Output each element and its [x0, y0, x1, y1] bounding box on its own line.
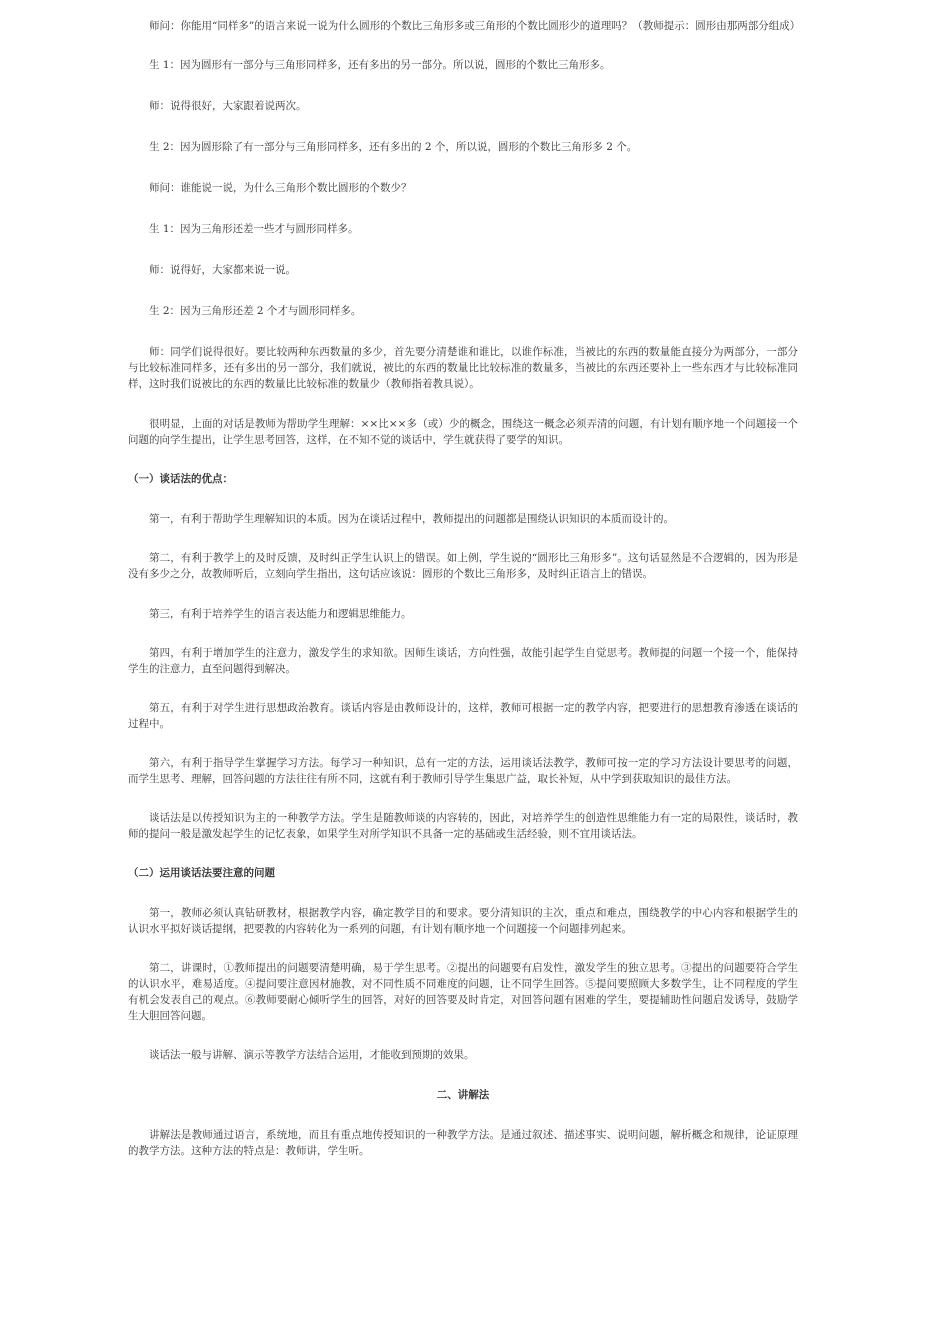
- paragraph-teacher-question-same-amount: 师问：你能用“同样多”的语言来说一说为什么圆形的个数比三角形多或三角形的个数比圆形少的道理吗？（教师提示：圆形由那两部分组成）: [149, 20, 801, 32]
- paragraph-combined-use: 谈话法一般与讲解、演示等教学方法结合运用，才能收到预期的效果。: [149, 1049, 475, 1061]
- paragraph-advantage-2: 第二，有利于教学上的及时反馈，及时纠正学生认识上的错误。如上例，学生说的“圆形比三角形多”。这句话显然是不合逻辑的，因为形是没有多少之分，故教师听后，立刻向学生指出，这句话应该说：圆形的个数比三角形多，及时纠正语言上的错误。: [128, 552, 798, 580]
- paragraph-note-2: 第二，讲课时，①教师提出的问题要清楚明确，易于学生思考。②提出的问题要有启发性，激发学生的独立思考。③提出的问题要符合学生的认识水平，难易适度。④提问要注意因材施教，对不同性质不同难度的问题，让不同学生回答。⑤提问要照顾大多数学生，让不同程度的学生有机会发表自己的观点。⑥教师要耐心倾听学生的回答，对好的回答要及时肯定，对回答问题有困难的学生，要提辅助性问题启发诱导，鼓励学生大胆回答问题。: [128, 962, 798, 1022]
- paragraph-student2-answer-two-short: 生 2：因为三角形还差 2 个才与圆形同样多。: [149, 305, 362, 317]
- paragraph-advantage-6: 第六，有利于指导学生掌握学习方法。每学习一种知识，总有一定的方法，运用谈话法教学，教师可按一定的学习方法设计要思考的问题，而学生思考、理解，回答问题的方法往往有所不同，这就有利于教师引导学生集思广益，取长补短，从中学到获取知识的最佳方法。: [128, 757, 798, 785]
- paragraph-teacher-summary: 师：同学们说得很好。要比较两种东西数量的多少，首先要分清楚谁和谁比，以谁作标准，当被比的东西的数量能直接分为两部分，一部分与比较标准同样多，还有多出的另一部分，我们就说，被比的东西的数量比比较标准的数量多，当被比的东西还要补上一些东西才与比较标准同样，这时我们说被比的东西的数量比比较标准的数量少（教师指着教具说）。: [128, 346, 798, 390]
- section-heading-lecture-method: 二、讲解法: [436, 1089, 490, 1101]
- paragraph-teacher-question-fewer: 师问：谁能说一说，为什么三角形个数比圆形的个数少？: [149, 182, 412, 194]
- paragraph-student1-answer-triangles: 生 1：因为三角形还差一些才与圆形同样多。: [149, 223, 359, 235]
- section-heading-notes: （二）运用谈话法要注意的问题: [128, 867, 275, 879]
- paragraph-lecture-method-definition: 讲解法是教师通过语言，系统地，而且有重点地传授知识的一种教学方法。是通过叙述、描述事实、说明问题，解析概念和规律，论证原理的教学方法。这种方法的特点是：教师讲，学生听。: [128, 1129, 798, 1157]
- paragraph-advantage-5: 第五，有利于对学生进行思想政治教育。谈话内容是由教师设计的，这样，教师可根据一定的教学内容，把要进行的思想教育渗透在谈话的过程中。: [128, 702, 798, 730]
- paragraph-teacher-praise-all: 师：说得好，大家都来说一说。: [149, 264, 296, 276]
- paragraph-student1-answer-circles-more: 生 1：因为圆形有一部分与三角形同样多，还有多出的另一部分。所以说，圆形的个数比三角形多。: [149, 59, 611, 71]
- paragraph-dialogue-explanation: 很明显，上面的对话是教师为帮助学生理解：××比××多（或）少的概念，围绕这一概念必须弄清的问题，有计划有顺序地一个问题接一个问题的向学生提出，让学生思考回答，这样，在不知不觉的谈话中，学生就获得了要学的知识。: [128, 418, 798, 446]
- paragraph-note-1: 第一，教师必须认真钻研教材，根据教学内容，确定教学目的和要求。要分清知识的主次，重点和难点，围绕教学的中心内容和根据学生的认识水平拟好谈话提纲，把要教的内容转化为一系列的问题，有计划有顺序地一个问题接一个问题排列起来。: [128, 907, 798, 935]
- paragraph-advantage-1: 第一，有利于帮助学生理解知识的本质。因为在谈话过程中，教师提出的问题都是围绕认识知识的本质而设计的。: [149, 513, 674, 525]
- paragraph-advantage-3: 第三，有利于培养学生的语言表达能力和逻辑思维能力。: [149, 608, 412, 620]
- section-heading-advantages: （一）谈话法的优点：: [128, 473, 233, 485]
- paragraph-method-limitation: 谈话法是以传授知识为主的一种教学方法。学生是随教师谈的内容转的，因此，对培养学生的创造性思维能力有一定的局限性，谈话时，教师的提问一般是激发起学生的记忆表象，如果学生对所学知识不具备一定的基础或生活经验，则不宜用谈话法。: [128, 812, 798, 840]
- paragraph-advantage-4: 第四，有利于增加学生的注意力，激发学生的求知欲。因师生谈话，方向性强，故能引起学生自觉思考。教师提的问题一个接一个，能保持学生的注意力，直至问题得到解决。: [128, 647, 798, 675]
- paragraph-teacher-praise-repeat: 师：说得很好，大家跟着说两次。: [149, 100, 307, 112]
- document-page: [128, 18, 801, 1159]
- paragraph-student2-answer-two-more: 生 2：因为圆形除了有一部分与三角形同样多，还有多出的 2 个，所以说，圆形的个数比三角形多 2 个。: [149, 141, 638, 153]
